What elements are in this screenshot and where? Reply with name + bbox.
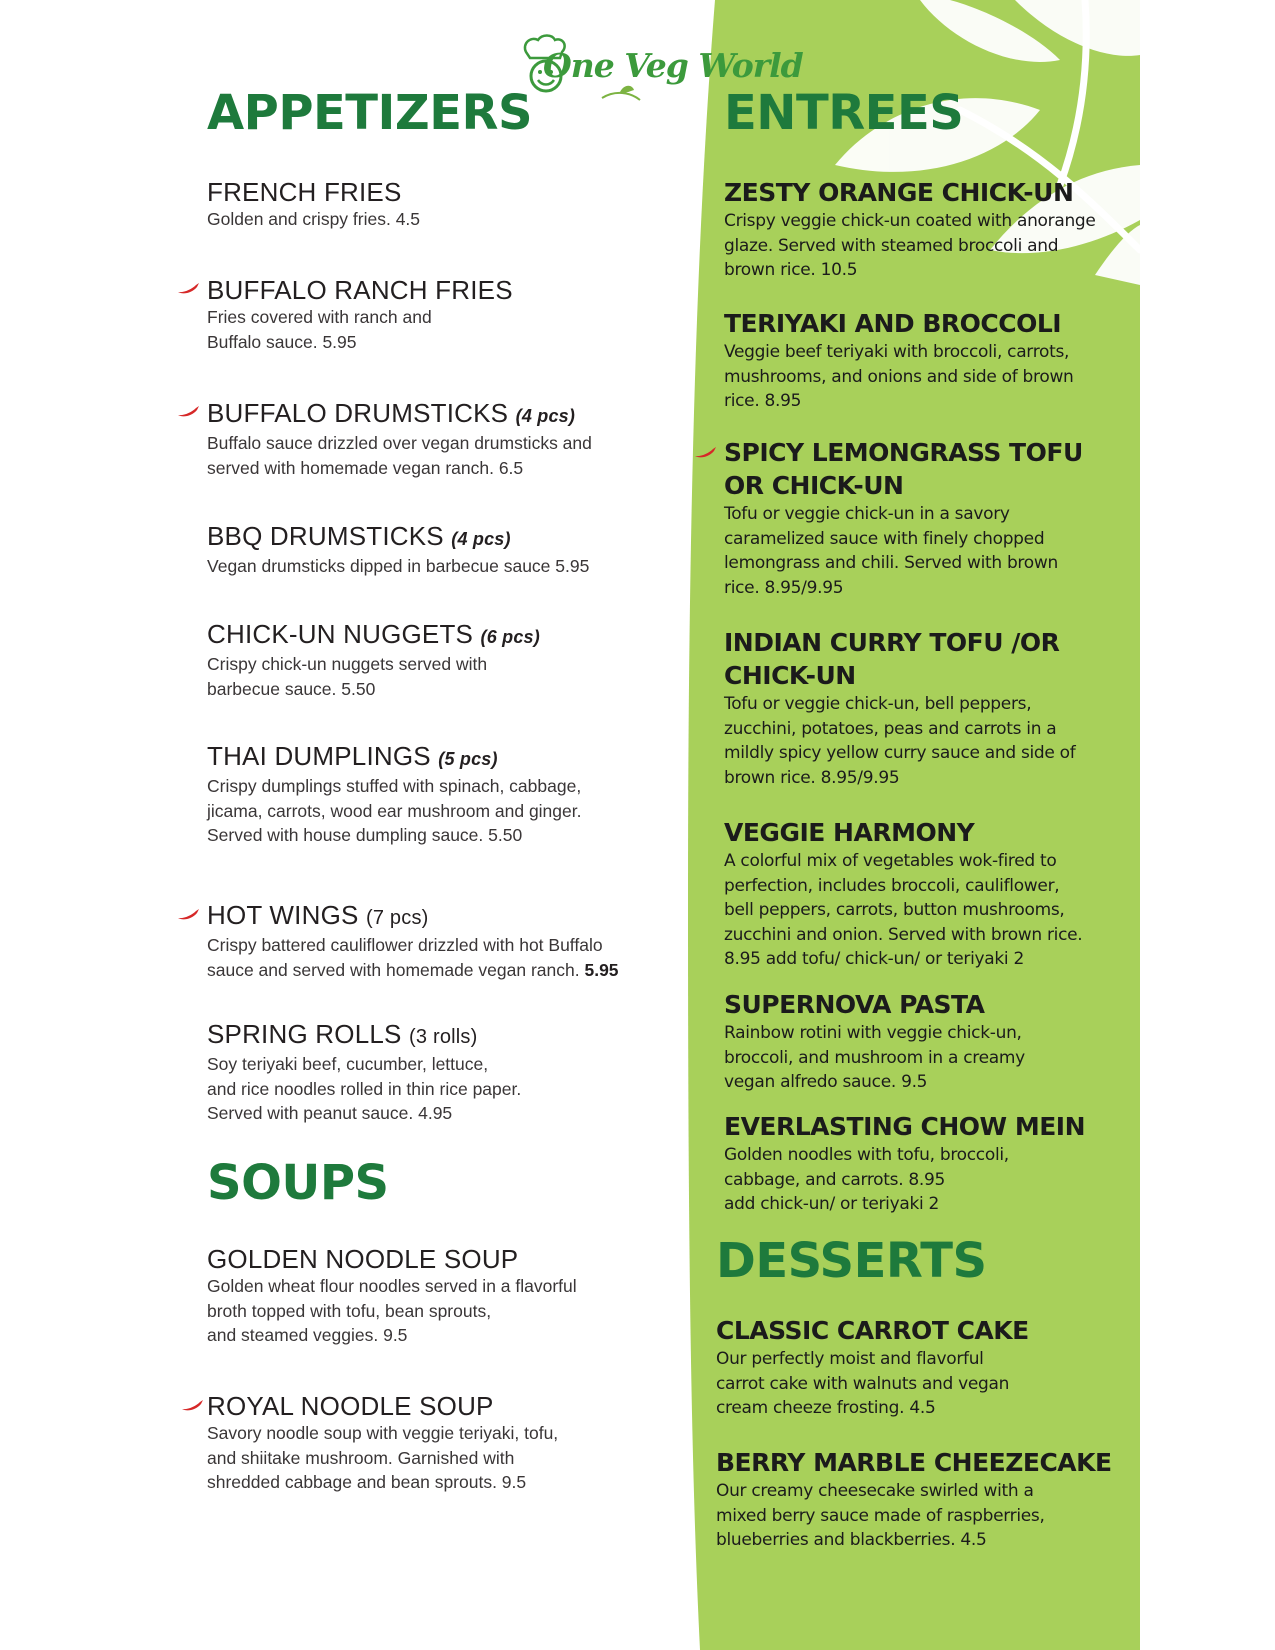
menu-item-zesty-orange-chick-un <box>724 176 1096 283</box>
item-description: Veggie beef teriyaki with broccoli, carrots, mushrooms, and onions and side of brown rice. 8.95 <box>724 342 1074 411</box>
item-title: FRENCH FRIES <box>207 177 402 207</box>
menu-item-classic-carrot-cake <box>716 1314 1029 1421</box>
item-name <box>207 275 513 305</box>
chili-pepper-icon <box>176 281 200 295</box>
item-quantity: (6 pcs) <box>480 627 540 647</box>
item-description: Golden noodles with tofu, broccoli, cabbage, and carrots. 8.95 add chick-un/ or teriyaki 2 <box>724 1145 1009 1214</box>
item-name <box>207 741 581 774</box>
menu-item-buffalo-ranch-fries <box>207 275 513 354</box>
menu-item-buffalo-drumsticks <box>207 398 592 480</box>
chili-pepper-icon <box>180 1398 204 1412</box>
menu-item-spicy-lemongrass-tofu <box>724 436 1083 600</box>
item-title: GOLDEN NOODLE SOUP <box>207 1244 519 1274</box>
item-name <box>207 900 619 933</box>
item-quantity: (4 pcs) <box>451 529 511 549</box>
chili-pepper-icon <box>176 907 200 921</box>
menu-item-berry-marble-cheezecake <box>716 1446 1112 1553</box>
item-name <box>207 619 540 652</box>
menu-item-golden-noodle-soup <box>207 1244 577 1348</box>
menu-item-teriyaki-and-broccoli <box>724 307 1074 414</box>
item-title: BBQ DRUMSTICKS <box>207 521 444 551</box>
item-name <box>207 177 420 207</box>
menu-item-chick-un-nuggets <box>207 619 540 701</box>
item-description: Our perfectly moist and flavorful carrot cake with walnuts and vegan cream cheeze frosting. 4.5 <box>716 1349 1010 1418</box>
item-title: CHICK-UN NUGGETS <box>207 619 474 649</box>
item-name <box>207 521 589 554</box>
item-quantity: (7 pcs) <box>365 907 429 929</box>
menu-item-royal-noodle-soup <box>207 1391 558 1495</box>
appetizers-heading: APPETIZERS <box>207 85 533 141</box>
item-description: Savory noodle soup with veggie teriyaki, tofu, and shiitake mushroom. Garnished with shredded cabbage and bean sprouts. 9.5 <box>207 1423 559 1492</box>
item-description: Golden wheat flour noodles served in a flavorful broth topped with tofu, bean sprouts, and steamed veggies. 9.5 <box>207 1276 577 1345</box>
soups-heading: SOUPS <box>207 1155 389 1211</box>
item-name <box>207 398 592 431</box>
item-name: SUPERNOVA PASTA <box>724 990 985 1019</box>
item-title: BUFFALO RANCH FRIES <box>207 275 513 305</box>
menu-item-bbq-drumsticks <box>207 521 589 579</box>
item-description: Tofu or veggie chick-un, bell peppers, zucchini, potatoes, peas and carrots in a mildly spicy yellow curry sauce and side of brown rice. 8.95/9.95 <box>724 694 1076 788</box>
item-title: BUFFALO DRUMSTICKS <box>207 398 509 428</box>
item-title: SPRING ROLLS <box>207 1019 402 1049</box>
item-name <box>207 1391 558 1421</box>
item-name: VEGGIE HARMONY <box>724 818 975 847</box>
item-description <box>207 933 619 982</box>
entrees-heading: ENTREES <box>724 85 964 141</box>
brand-logo-text: One Veg World <box>543 46 803 85</box>
item-name: EVERLASTING CHOW MEIN <box>724 1112 1086 1141</box>
item-description: Tofu or veggie chick-un in a savory caramelized sauce with finely chopped lemongrass and chili. Served with brown rice. 8.95/9.95 <box>724 504 1058 598</box>
menu-item-veggie-harmony <box>724 816 1082 972</box>
chili-pepper-icon <box>176 404 200 418</box>
desserts-heading: DESSERTS <box>716 1233 987 1289</box>
item-description-text: Crispy battered cauliflower drizzled with hot Buffalo sauce and served with homemade vegan ranch. <box>207 935 603 980</box>
menu-item-hot-wings <box>207 900 619 982</box>
item-name <box>207 1244 577 1274</box>
item-description: Vegan drumsticks dipped in barbecue sauce 5.95 <box>207 556 590 576</box>
item-quantity: (5 pcs) <box>438 749 498 769</box>
chili-pepper-icon <box>693 445 717 459</box>
item-name <box>207 1019 521 1052</box>
item-description: Buffalo sauce drizzled over vegan drumsticks and served with homemade vegan ranch. 6.5 <box>207 433 592 478</box>
item-title: HOT WINGS <box>207 900 359 930</box>
item-description: Fries covered with ranch and Buffalo sauce. 5.95 <box>207 307 432 352</box>
item-quantity: (3 rolls) <box>409 1026 478 1048</box>
item-description: Crispy chick-un nuggets served with barbecue sauce. 5.50 <box>207 654 488 699</box>
menu-item-spring-rolls <box>207 1019 521 1126</box>
menu-item-supernova-pasta <box>724 988 1025 1095</box>
menu-item-french-fries <box>207 177 420 232</box>
item-price: 5.95 <box>584 959 619 980</box>
menu-item-thai-dumplings <box>207 741 581 848</box>
item-description: A colorful mix of vegetables wok-fired to perfection, includes broccoli, cauliflower, bell peppers, carrots, button mushrooms, zucchini and onion. Served with brown rice. 8.95 add tofu/ chick-un/ or teriyaki 2 <box>724 851 1083 969</box>
item-description: Rainbow rotini with veggie chick-un, broccoli, and mushroom in a creamy vegan alfredo sauce. 9.5 <box>724 1023 1025 1092</box>
item-name: CLASSIC CARROT CAKE <box>716 1316 1029 1345</box>
item-quantity: (4 pcs) <box>515 406 576 426</box>
item-name: INDIAN CURRY TOFU /OR CHICK-UN <box>724 628 1060 690</box>
item-description: Crispy dumplings stuffed with spinach, cabbage, jicama, carrots, wood ear mushroom and ginger. Served with house dumpling sauce. 5.50 <box>207 776 582 845</box>
item-name: BERRY MARBLE CHEEZECAKE <box>716 1448 1112 1477</box>
item-name: SPICY LEMONGRASS TOFU OR CHICK-UN <box>724 438 1083 500</box>
item-title: THAI DUMPLINGS <box>207 741 431 771</box>
item-name: TERIYAKI AND BROCCOLI <box>724 309 1062 338</box>
menu-item-indian-curry-tofu <box>724 626 1075 790</box>
item-description: Crispy veggie chick-un coated with anorange glaze. Served with steamed broccoli and brown rice. 10.5 <box>724 211 1096 280</box>
item-title: ROYAL NOODLE SOUP <box>207 1391 494 1421</box>
item-description: Golden and crispy fries. 4.5 <box>207 209 421 229</box>
item-description: Our creamy cheesecake swirled with a mixed berry sauce made of raspberries, blueberries and blackberries. 4.5 <box>716 1481 1045 1550</box>
item-name: ZESTY ORANGE CHICK-UN <box>724 178 1074 207</box>
item-description: Soy teriyaki beef, cucumber, lettuce, and rice noodles rolled in thin rice paper. Served with peanut sauce. 4.95 <box>207 1054 522 1123</box>
menu-item-everlasting-chow-mein <box>724 1110 1085 1217</box>
